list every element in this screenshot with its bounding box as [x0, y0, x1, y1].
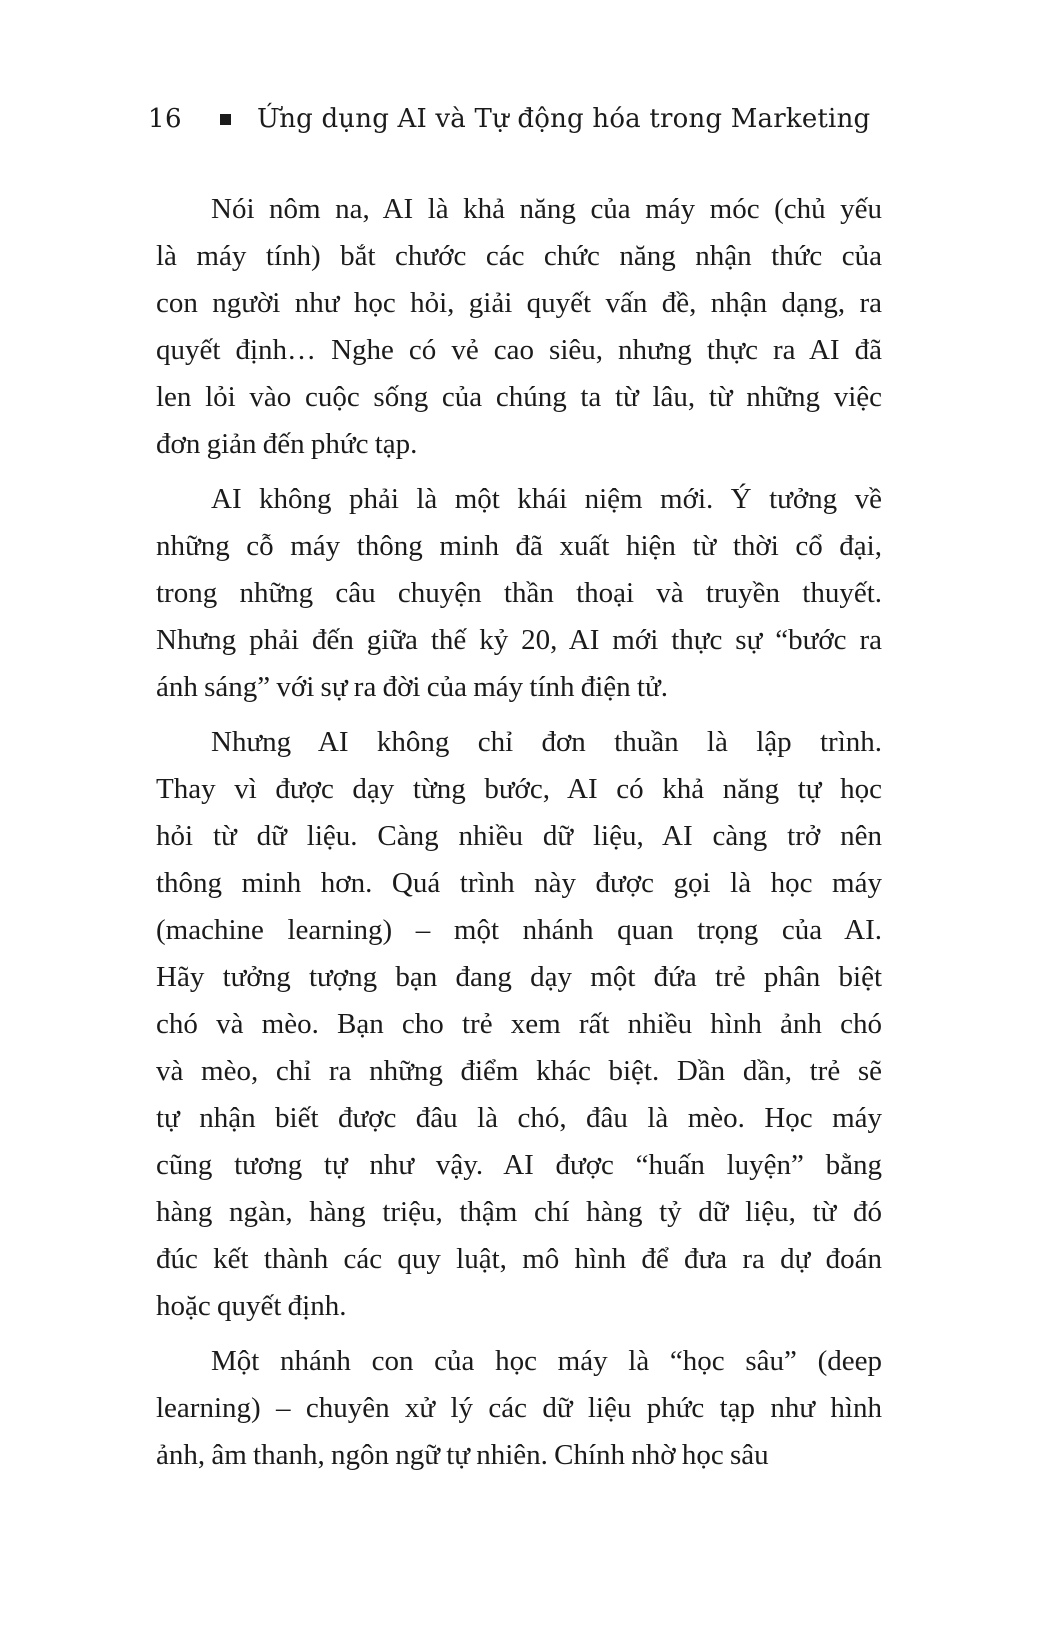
text-line: ảnh, âm thanh, ngôn ngữ tự nhiên. Chính nhờ học sâu [156, 1439, 769, 1471]
text-line: Nói nôm na, AI là khả năng của máy móc (chủ yếu [211, 193, 882, 225]
paragraph [156, 1338, 882, 1479]
text-line: Hãy tưởng tượng bạn đang dạy một đứa trẻ phân biệt [156, 961, 882, 993]
running-head-title: Ứng dụng AI và Tự động hóa trong Marketing [257, 104, 871, 134]
text-line: thông minh hơn. Quá trình này được gọi là học máy [156, 867, 882, 899]
text-line: AI không phải là một khái niệm mới. Ý tưởng về [211, 483, 882, 515]
text-line: Nhưng phải đến giữa thế kỷ 20, AI mới thực sự “bước ra [156, 624, 882, 656]
paragraph [156, 186, 882, 468]
text-line: cũng tương tự như vậy. AI được “huấn luyện” bằng [156, 1149, 882, 1181]
text-line: hoặc quyết định. [156, 1290, 347, 1322]
page-body [156, 186, 882, 1479]
text-line: hỏi từ dữ liệu. Càng nhiều dữ liệu, AI càng trở nên [156, 820, 882, 852]
text-line: len lỏi vào cuộc sống của chúng ta từ lâu, từ những việc [156, 381, 882, 413]
text-line: learning) – chuyên xử lý các dữ liệu phức tạp như hình [156, 1392, 882, 1424]
square-bullet-icon [220, 114, 231, 125]
paragraph [156, 476, 882, 711]
page-number: 16 [148, 104, 183, 134]
text-line: chó và mèo. Bạn cho trẻ xem rất nhiều hình ảnh chó [156, 1008, 882, 1040]
text-line: quyết định… Nghe có vẻ cao siêu, nhưng thực ra AI đã [156, 334, 882, 366]
text-line: trong những câu chuyện thần thoại và truyền thuyết. [156, 577, 882, 609]
text-line: Nhưng AI không chỉ đơn thuần là lập trình. [211, 726, 882, 758]
text-line: đơn giản đến phức tạp. [156, 428, 418, 460]
running-head [148, 104, 920, 134]
text-line: ánh sáng” với sự ra đời của máy tính điện tử. [156, 671, 668, 703]
text-line: tự nhận biết được đâu là chó, đâu là mèo. Học máy [156, 1102, 882, 1134]
text-line: (machine learning) – một nhánh quan trọng của AI. [156, 914, 882, 946]
text-line: đúc kết thành các quy luật, mô hình để đưa ra dự đoán [156, 1243, 882, 1275]
text-line: hàng ngàn, hàng triệu, thậm chí hàng tỷ dữ liệu, từ đó [156, 1196, 882, 1228]
paragraph [156, 719, 882, 1330]
text-line: con người như học hỏi, giải quyết vấn đề, nhận dạng, ra [156, 287, 882, 319]
text-line: Thay vì được dạy từng bước, AI có khả năng tự học [156, 773, 882, 805]
text-line: Một nhánh con của học máy là “học sâu” (deep [211, 1345, 882, 1377]
text-line: là máy tính) bắt chước các chức năng nhận thức của [156, 240, 882, 272]
text-line: và mèo, chỉ ra những điểm khác biệt. Dần dần, trẻ sẽ [156, 1055, 882, 1087]
text-line: những cỗ máy thông minh đã xuất hiện từ thời cổ đại, [156, 530, 882, 562]
